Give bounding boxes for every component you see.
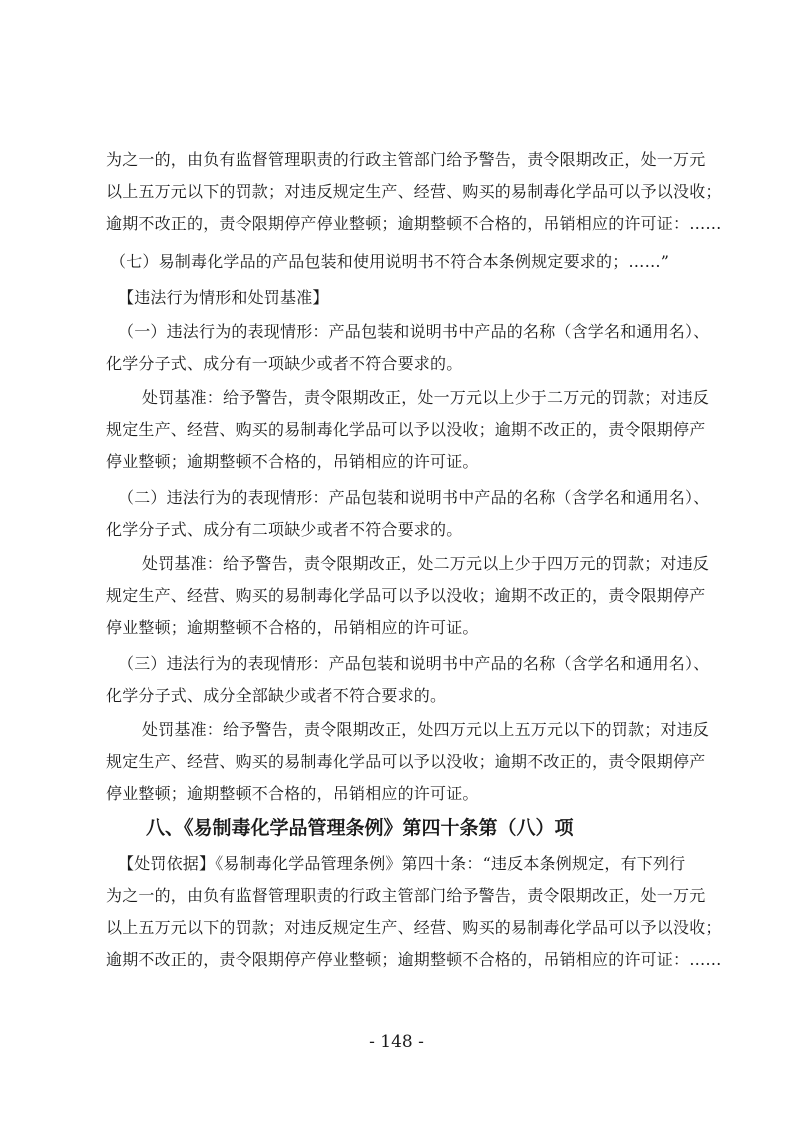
- text-line: （二）违法行为的表现情形：产品包装和说明书中产品的名称（含学名和通用名）、: [118, 488, 710, 507]
- text-line: 【处罚依据】《易制毒化学品管理条例》第四十条：“违反本条例规定，有下列行: [118, 854, 686, 873]
- section-label: 【违法行为情形和处罚基准】: [118, 288, 329, 307]
- text-line: 逾期不改正的，责令限期停产停业整顿；逾期整顿不合格的，吊销相应的许可证：……: [106, 950, 722, 969]
- text-line: （一）违法行为的表现情形：产品包装和说明书中产品的名称（含学名和通用名）、: [118, 322, 710, 341]
- text-line: 以上五万元以下的罚款；对违反规定生产、经营、购买的易制毒化学品可以予以没收；: [106, 918, 722, 937]
- text-line: （七）易制毒化学品的产品包装和使用说明书不符合本条例规定要求的；……”: [110, 252, 670, 271]
- page-number: - 148 -: [369, 1032, 424, 1052]
- text-line: 处罚基准：给予警告，责令限期改正，处二万元以上少于四万元的罚款；对违反: [142, 554, 710, 573]
- text-line: 为之一的，由负有监督管理职责的行政主管部门给予警告，责令限期改正，处一万元: [106, 886, 706, 905]
- text-line: 化学分子式、成分有二项缺少或者不符合要求的。: [106, 520, 463, 539]
- text-line: 化学分子式、成分有一项缺少或者不符合要求的。: [106, 354, 463, 373]
- text-line: （三）违法行为的表现情形：产品包装和说明书中产品的名称（含学名和通用名）、: [118, 654, 710, 673]
- text-line: 停业整顿；逾期整顿不合格的，吊销相应的许可证。: [106, 618, 479, 637]
- text-line: 逾期不改正的，责令限期停产停业整顿；逾期整顿不合格的，吊销相应的许可证：……: [106, 214, 722, 233]
- text-line: 停业整顿；逾期整顿不合格的，吊销相应的许可证。: [106, 452, 479, 471]
- text-line: 处罚基准：给予警告，责令限期改正，处一万元以上少于二万元的罚款；对违反: [142, 388, 710, 407]
- section-heading: 八、《易制毒化学品管理条例》第四十条第（八）项: [146, 817, 574, 839]
- text-line: 规定生产、经营、购买的易制毒化学品可以予以没收；逾期不改正的，责令限期停产: [106, 752, 706, 771]
- text-line: 化学分子式、成分全部缺少或者不符合要求的。: [106, 686, 447, 705]
- text-line: 停业整顿；逾期整顿不合格的，吊销相应的许可证。: [106, 784, 479, 803]
- text-line: 以上五万元以下的罚款；对违反规定生产、经营、购买的易制毒化学品可以予以没收；: [106, 182, 722, 201]
- text-line: 处罚基准：给予警告，责令限期改正，处四万元以上五万元以下的罚款；对违反: [142, 720, 710, 739]
- text-line: 规定生产、经营、购买的易制毒化学品可以予以没收；逾期不改正的，责令限期停产: [106, 420, 706, 439]
- text-line: 为之一的，由负有监督管理职责的行政主管部门给予警告，责令限期改正，处一万元: [106, 150, 706, 169]
- text-line: 规定生产、经营、购买的易制毒化学品可以予以没收；逾期不改正的，责令限期停产: [106, 586, 706, 605]
